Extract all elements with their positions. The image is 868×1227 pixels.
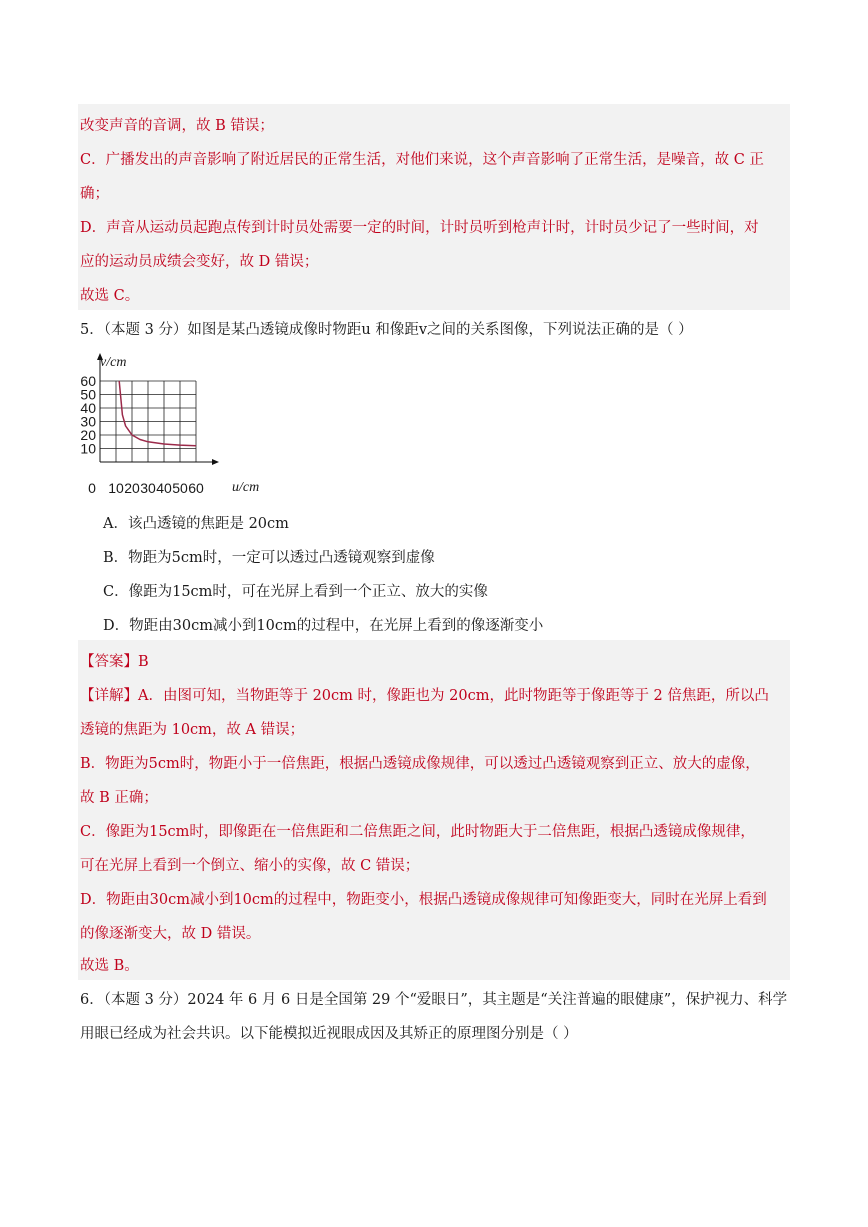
answer-line: 故选 C。 [80, 288, 140, 304]
series-line-v-vs-u [119, 381, 196, 446]
y-tick-label: 30 [80, 413, 96, 430]
y-tick-label: 40 [80, 400, 96, 416]
chart-grid [100, 381, 196, 462]
option-c: C．像距为15cm时，可在光屏上看到一个正立、放大的实像 [103, 584, 488, 600]
answer-line: 【答案】B [80, 654, 149, 670]
question-6-line: 用眼已经成为社会共识。以下能模拟近视眼成因及其矫正的原理图分别是（ ） [80, 1026, 578, 1042]
y-tick-label: 10 [80, 440, 96, 457]
answer-line: 故选 B。 [80, 958, 139, 974]
option-b: B．物距为5cm时，一定可以透过凸透镜观察到虚像 [103, 550, 435, 566]
option-d: D．物距由30cm减小到10cm的过程中，在光屏上看到的像逐渐变小 [103, 618, 544, 634]
answer-line: 应的运动员成绩会变好，故 D 错误； [80, 254, 319, 270]
answer-line: D．物距由30cm减小到10cm的过程中，物距变小，根据凸透镜成像规律可知像距变大，同时在光屏上看到 [80, 892, 767, 908]
answer-line: 透镜的焦距为 10cm，故 A 错误； [80, 722, 305, 738]
y-tick-label: 20 [80, 427, 96, 443]
answer-line: D．声音从运动员起跑点传到计时员处需要一定的时间，计时员听到枪声计时，计时员少记了一些时间，对 [80, 220, 759, 236]
answer-block-q4 [78, 104, 790, 310]
lens-relation-chart [74, 350, 274, 500]
x-axis-arrow [212, 459, 219, 465]
answer-line: C．广播发出的声音影响了附近居民的正常生活，对他们来说，这个声音影响了正常生活，是噪音，故 C 正 [80, 152, 764, 168]
answer-line: C．像距为15cm时，即像距在一倍焦距和二倍焦距之间，此时物距大于二倍焦距，根据凸透镜成像规律， [80, 824, 755, 840]
answer-line: 【详解】A．由图可知，当物距等于 20cm 时，像距也为 20cm，此时物距等于像距等于 2 倍焦距，所以凸 [80, 688, 769, 704]
x-tick-label: 40 [156, 480, 172, 496]
answer-line: 故 B 正确； [80, 790, 158, 806]
x-tick-label: 0 [88, 480, 96, 496]
answer-block-q5 [78, 640, 790, 980]
answer-line: 可在光屏上看到一个倒立、缩小的实像，故 C 错误； [80, 858, 420, 874]
x-tick-label: 50 [172, 480, 188, 496]
y-tick-label: 50 [80, 386, 96, 403]
question-5-stem: 5．（本题 3 分）如图是某凸透镜成像时物距u 和像距v之间的关系图像，下列说法正确的是（ ） [80, 322, 693, 338]
answer-line: 确； [80, 186, 109, 202]
answer-line: B．物距为5cm时，物距小于一倍焦距，根据凸透镜成像规律，可以透过凸透镜观察到正立、放大的虚像， [80, 756, 760, 772]
y-tick-label: 60 [80, 373, 96, 389]
question-6-line: 6．（本题 3 分）2024 年 6 月 6 日是全国第 29 个“爱眼日”，其主题是“关注普遍的眼健康”，保护视力、科学 [80, 992, 788, 1008]
x-tick-label: 60 [188, 480, 204, 496]
answer-line: 的像逐渐变大，故 D 错误。 [80, 926, 261, 942]
x-tick-label: 10 [108, 480, 124, 496]
x-tick-label: 20 [124, 480, 140, 496]
x-tick-label: 30 [140, 480, 156, 496]
option-a: A．该凸透镜的焦距是 20cm [103, 516, 289, 532]
answer-line: 改变声音的音调，故 B 错误； [80, 118, 274, 134]
chart-ticks [80, 373, 204, 496]
x-axis-label: u/cm [232, 480, 260, 495]
y-axis-label: v/cm [100, 355, 127, 370]
